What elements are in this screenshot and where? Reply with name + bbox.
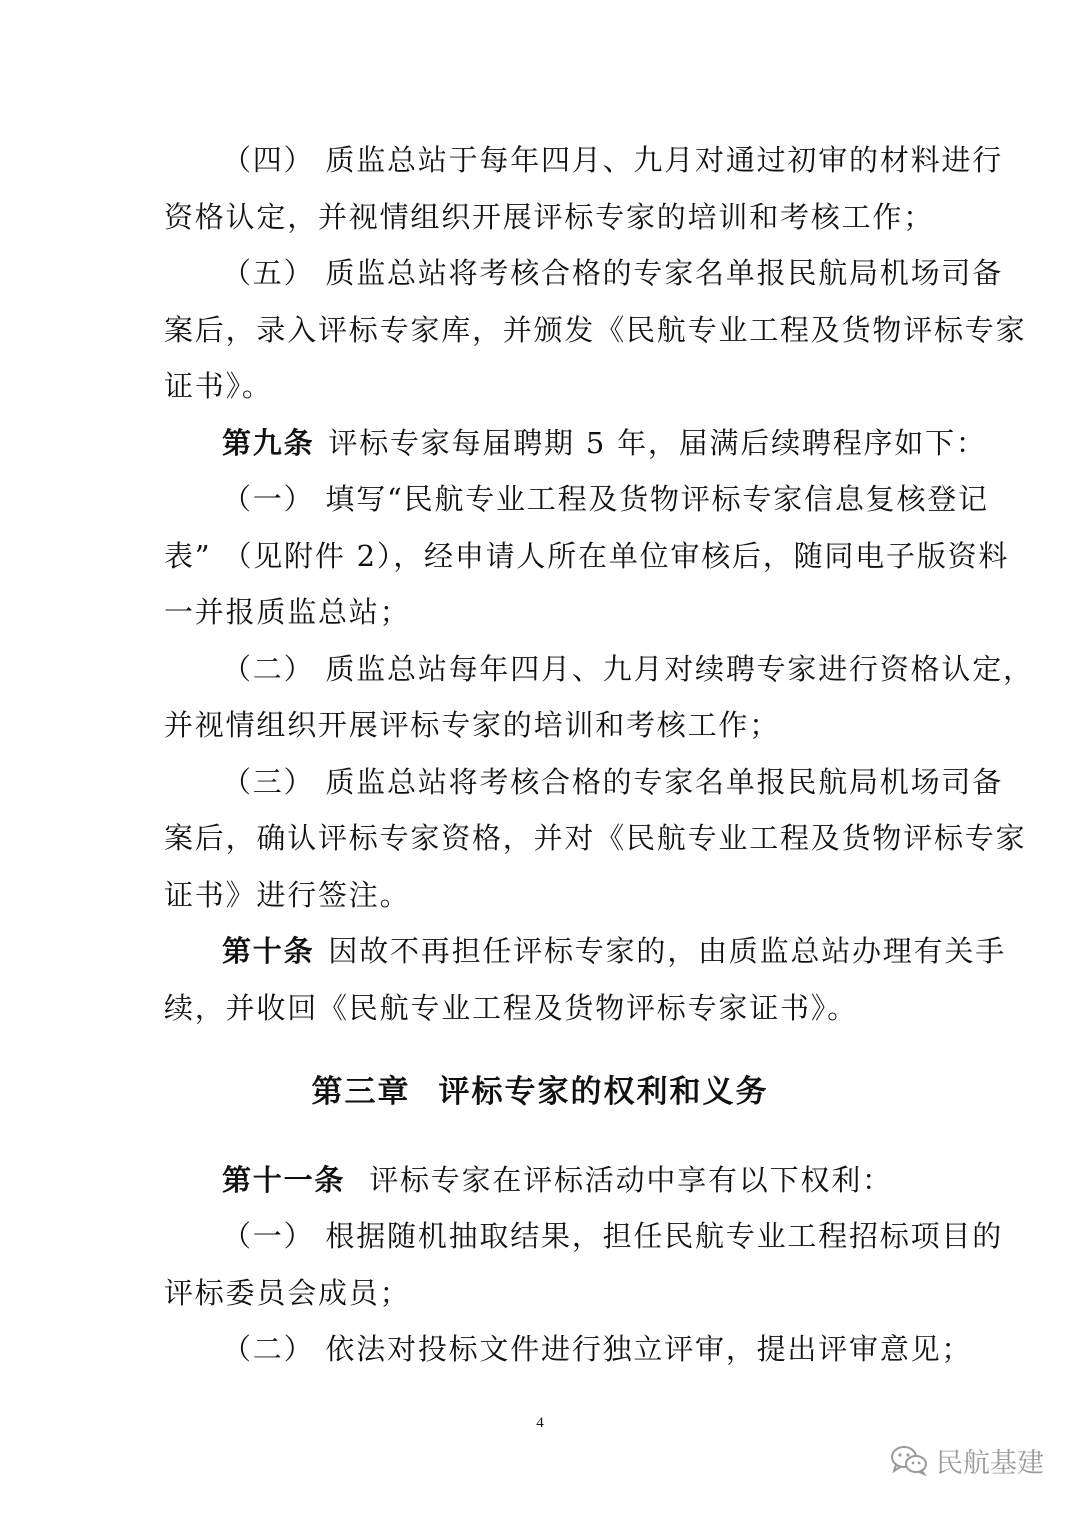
paragraph-line: （一） 根据随机抽取结果，担任民航专业工程招标项目的 (222, 1219, 1004, 1253)
watermark (890, 1440, 1044, 1480)
article-text: 评标专家在评标活动中享有以下权利： (369, 1163, 893, 1197)
paragraph-line: 案后，确认评标专家资格，并对《民航专业工程及货物评标专家 (164, 821, 1027, 855)
article-10 (222, 931, 1006, 971)
article-9 (222, 423, 987, 463)
paragraph-line: （五） 质监总站将考核合格的专家名单报民航局机场司备 (222, 256, 1004, 290)
wechat-icon (890, 1444, 928, 1476)
chapter-heading (0, 1072, 1080, 1112)
paragraph-line: 证书》进行签注。 (164, 878, 411, 912)
paragraph-line: （二） 质监总站每年四月、九月对续聘专家进行资格认定， (222, 652, 1034, 686)
article-label: 第九条 (222, 426, 315, 460)
chapter-number: 第三章 (311, 1074, 411, 1110)
paragraph-line: 一并报质监总站； (164, 595, 411, 629)
paragraph-line: （一） 填写“民航专业工程及货物评标专家信息复核登记 (222, 482, 989, 516)
paragraph-line: 续，并收回《民航专业工程及货物评标专家证书》。 (164, 991, 858, 1025)
article-label: 第十一条 (222, 1163, 346, 1197)
paragraph-line: （二） 依法对投标文件进行独立评审，提出评审意见； (222, 1332, 973, 1366)
paragraph-line: 表” （见附件 2），经申请人所在单位审核后，随同电子版资料 (164, 539, 1010, 573)
article-text: 因故不再担任评标专家的，由质监总站办理有关手 (328, 934, 1007, 968)
paragraph-line: 并视情组织开展评标专家的培训和考核工作； (164, 708, 781, 742)
paragraph-line: 资格认定，并视情组织开展评标专家的培训和考核工作； (164, 200, 935, 234)
watermark-text: 民航基建 (936, 1447, 1044, 1479)
article-text: 评标专家每届聘期 5 年，届满后续聘程序如下： (328, 426, 987, 460)
paragraph-line: （四） 质监总站于每年四月、九月对通过初审的材料进行 (222, 143, 1004, 177)
paragraph-line: 案后，录入评标专家库，并颁发《民航专业工程及货物评标专家 (164, 313, 1027, 347)
chapter-title: 评标专家的权利和义务 (438, 1074, 769, 1110)
paragraph-line: 证书》。 (164, 369, 273, 403)
paragraph-line: （三） 质监总站将考核合格的专家名单报民航局机场司备 (222, 765, 1004, 799)
article-11 (222, 1160, 893, 1200)
paragraph-line: 评标委员会成员； (164, 1276, 411, 1310)
article-label: 第十条 (222, 934, 315, 968)
page-number: 4 (536, 1415, 544, 1431)
